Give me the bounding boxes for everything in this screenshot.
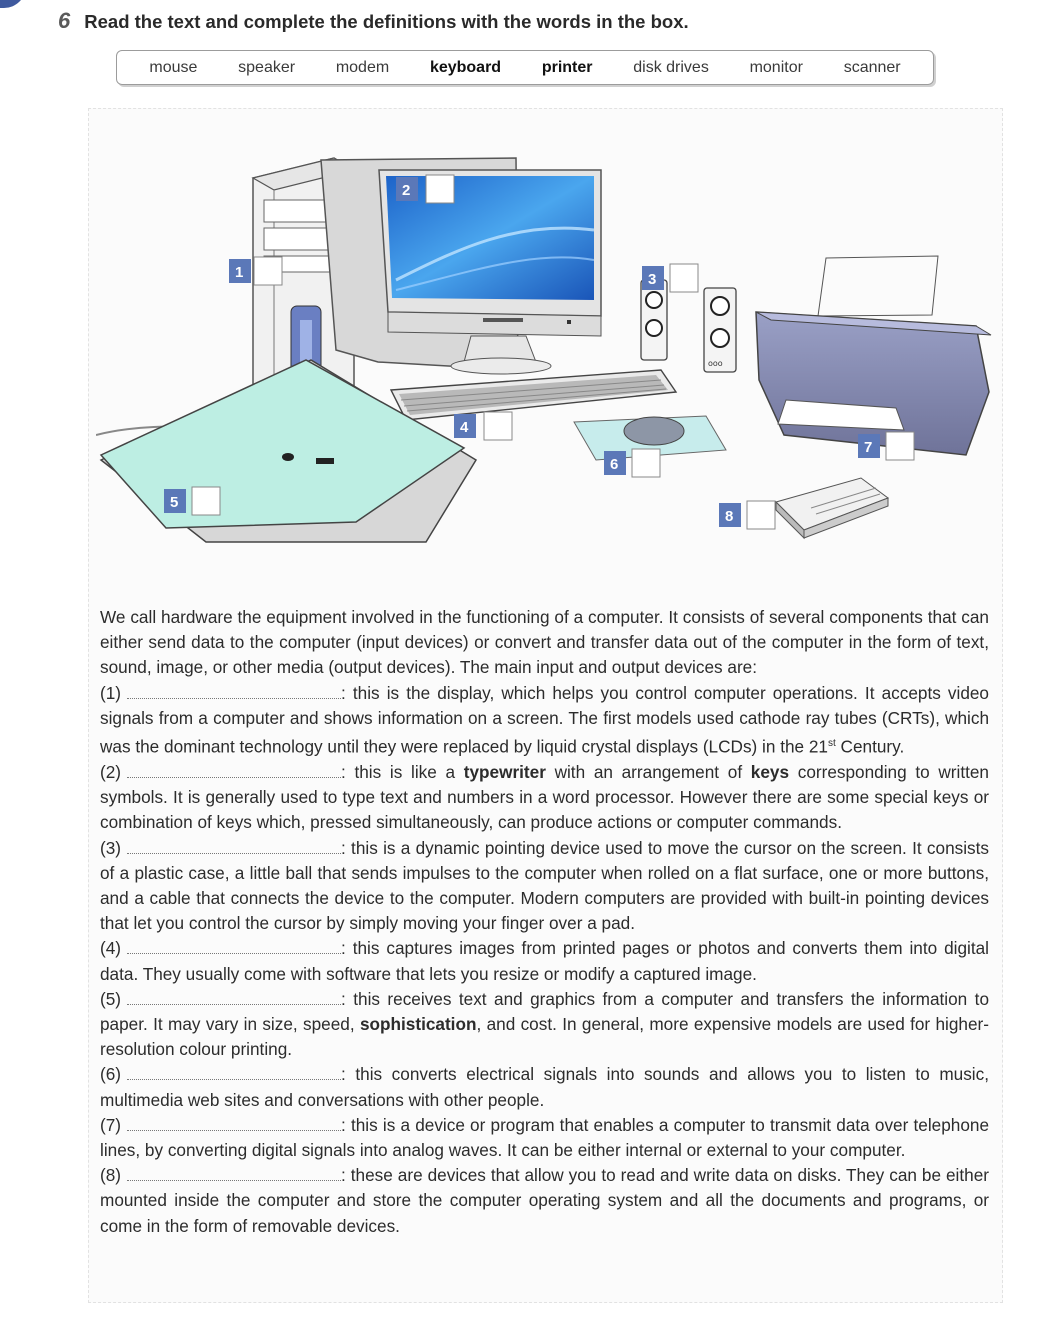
- svg-text:5: 5: [170, 494, 179, 511]
- definition-7: (7) : this is a device or program that enables a computer to transmit data over telephone lines, by converting digital signals into analog waves. It can be either internal or external to your computer.: [100, 1114, 989, 1160]
- svg-text:1: 1: [235, 264, 244, 281]
- word-scanner: scanner: [843, 58, 901, 76]
- word-speaker: speaker: [238, 58, 296, 76]
- modem: [776, 478, 888, 538]
- answer-blank-1[interactable]: [127, 684, 341, 699]
- keyboard: [391, 370, 676, 420]
- def-number: (8): [100, 1165, 122, 1186]
- word-disk-drives: disk drives: [633, 58, 709, 76]
- body-text: [100, 605, 989, 1239]
- svg-text:4: 4: [460, 419, 469, 436]
- definition-8: (8) : these are devices that allow you to read and write data on disks. They can be either mounted inside the computer and store the computer operating system and all the documents and programs, or come in the form of removable devices.: [100, 1165, 989, 1236]
- definition-2: (2) : this is like a typewriter with an arrangement of keys corresponding to written symbols. It is generally used to type text and numbers in a word processor. However there are some special keys or combination of keys which, pressed simultaneously, can produce actions or computer commands.: [100, 761, 989, 833]
- svg-text:ooo: ooo: [708, 359, 723, 368]
- figure-label-6: [604, 449, 660, 477]
- definition-1: (1) : this is the display, which helps you control computer operations. It accepts video signals from a computer and shows information on a screen. The first models used cathode ray tubes (CRTs), which was the dominant technology until they were replaced by liquid crystal displays (LCDs) in the 21st Century.: [100, 682, 989, 757]
- figure-label-1: [229, 257, 282, 285]
- word-monitor: monitor: [749, 58, 803, 76]
- answer-blank-5[interactable]: [127, 990, 341, 1005]
- def-number: (6): [100, 1064, 122, 1085]
- def-number: (1): [100, 682, 122, 703]
- speaker-right: [704, 288, 736, 372]
- speaker-left: [641, 280, 667, 360]
- figure-label-3: [642, 264, 698, 292]
- def-number: (2): [100, 761, 122, 782]
- monitor: [321, 158, 601, 374]
- intro-paragraph: We call hardware the equipment involved in the functioning of a computer. It consists of several components that can either send data to the computer (input devices) or convert and transfer data out of the computer in the form of text, sound, image, or other media (output devices). The main input and output devices are:: [100, 607, 989, 678]
- hardware-illustration: [96, 130, 996, 560]
- figure-label-8: [719, 501, 775, 529]
- svg-text:2: 2: [402, 182, 411, 199]
- word-box: [116, 50, 934, 85]
- exercise-number: 6: [58, 8, 71, 33]
- answer-blank-8[interactable]: [127, 1166, 341, 1181]
- def-number: (7): [100, 1114, 122, 1135]
- word-modem: modem: [335, 58, 390, 76]
- word-keyboard: keyboard: [429, 58, 502, 76]
- answer-blank-7[interactable]: [127, 1116, 341, 1131]
- answer-blank-3[interactable]: [127, 839, 341, 854]
- word-mouse: mouse: [149, 58, 198, 76]
- exercise-header: [58, 8, 689, 34]
- definition-6: (6) : this converts electrical signals into sounds and allows you to listen to music, multimedia web sites and conversations with other people.: [100, 1064, 989, 1110]
- svg-text:3: 3: [648, 271, 657, 288]
- def-number: (3): [100, 837, 122, 858]
- definition-3: (3) : this is a dynamic pointing device used to move the cursor on the screen. It consists of a plastic case, a little ball that sends impulses to the computer when rolled on a flat surface, one or more buttons, and a cable that connects the device to the computer. Modern computers are provided with built-in pointing devices that let you control the cursor by simply moving your finger over a pad.: [100, 837, 989, 934]
- svg-text:6: 6: [610, 456, 619, 473]
- answer-blank-4[interactable]: [127, 939, 341, 954]
- page-corner-mark: [0, 0, 26, 8]
- def-number: (5): [100, 988, 122, 1009]
- svg-text:8: 8: [725, 508, 734, 525]
- definition-5: (5) : this receives text and graphics from a computer and transfers the information to paper. It may vary in size, speed, sophistication, and cost. In general, more expensive models are used for higher-resolution colour printing.: [100, 988, 989, 1060]
- exercise-instruction: Read the text and complete the definitions with the words in the box.: [84, 11, 689, 32]
- figure-label-4: [454, 412, 512, 440]
- printer: [756, 256, 991, 455]
- definition-4: (4) : this captures images from printed pages or photos and converts them into digital data. They usually come with software that lets you resize or modify a captured image.: [100, 938, 989, 984]
- answer-blank-6[interactable]: [127, 1065, 341, 1080]
- answer-blank-2[interactable]: [127, 763, 341, 778]
- def-number: (4): [100, 938, 122, 959]
- svg-text:7: 7: [864, 439, 873, 456]
- figure-label-7: [858, 432, 914, 460]
- word-printer: printer: [541, 58, 593, 76]
- figure-label-5: [164, 487, 220, 515]
